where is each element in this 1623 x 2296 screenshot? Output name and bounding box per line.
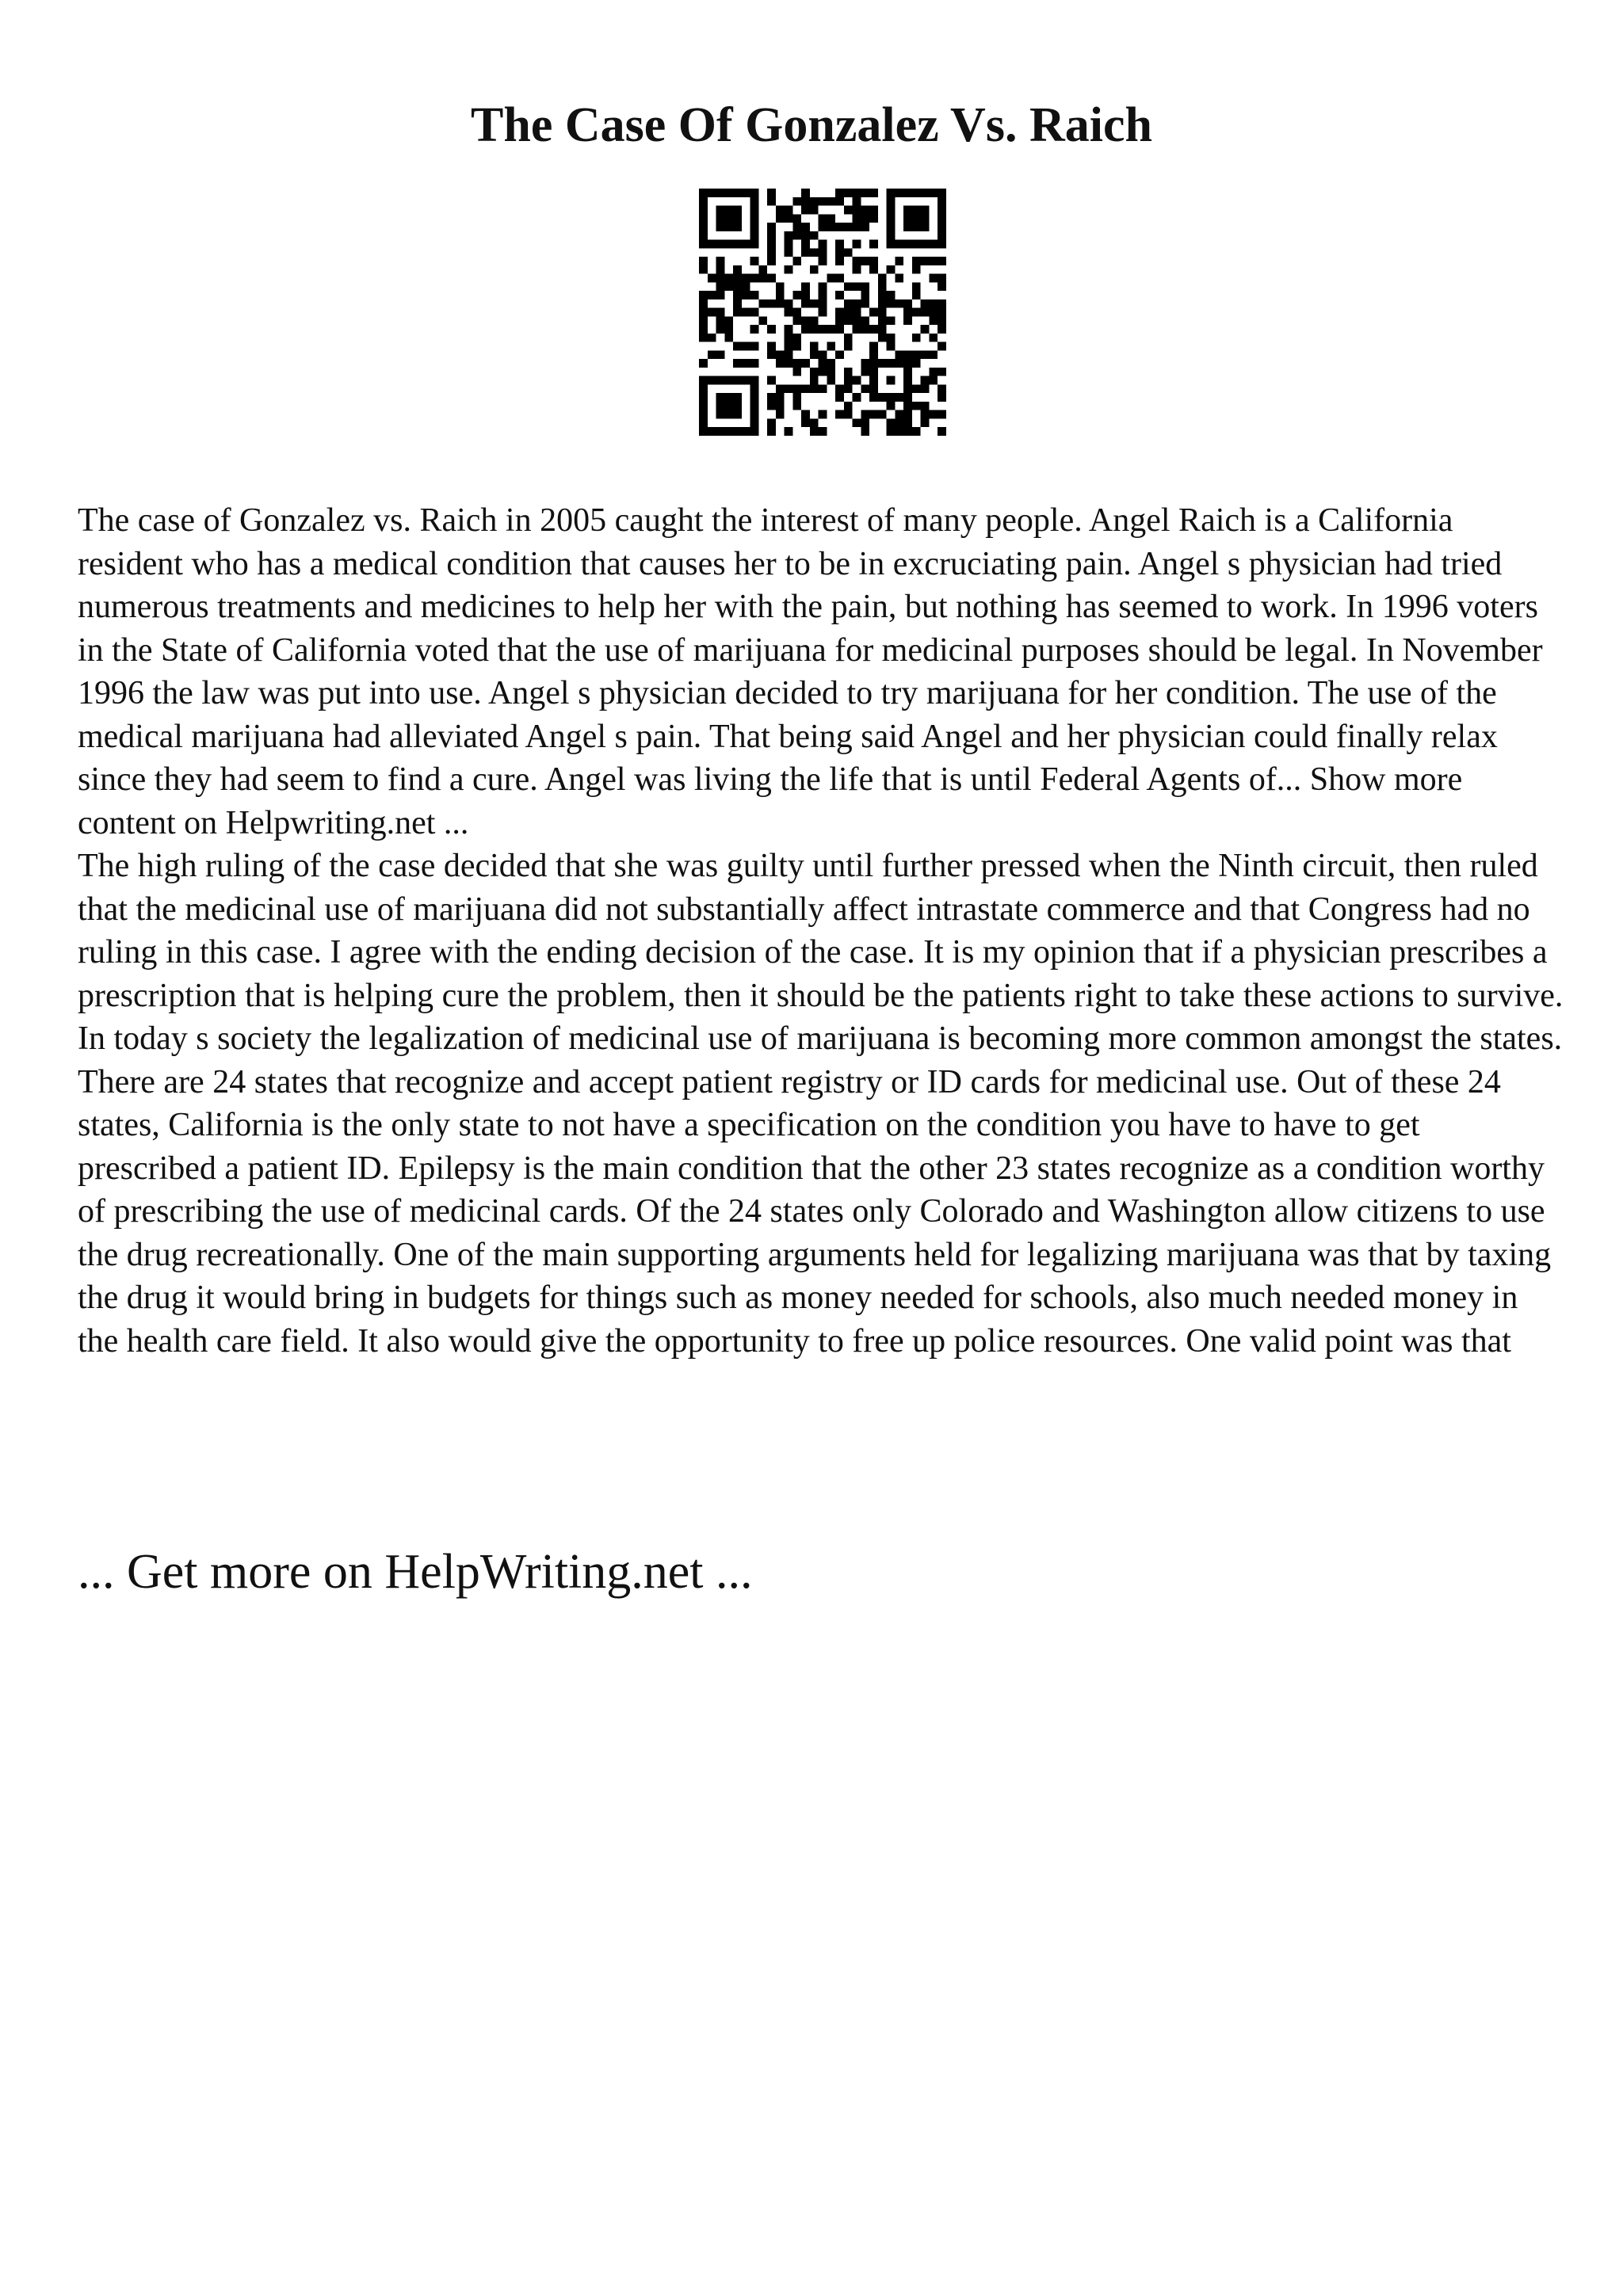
document-title: The Case Of Gonzalez Vs. Raich <box>471 98 1152 152</box>
paragraph: The high ruling of the case decided that she was guilty until further pressed when the Ninth circuit, then ruled that the medicinal use of marijuana did not substantially affect intrastate commerce and that Congress had no ruling in this case. I agree with the ending decision of the case. It is my opinion that if a physician prescribes a prescription that is helping cure the problem, then it should be the patients right to take these actions to survive. In today s society the legalization of medicinal use of marijuana is becoming more common amongst the states. There are 24 states that recognize and accept patient registry or ID cards for medicinal use. Out of these 24 states, California is the only state to not have a specification on the condition you have to have to get prescribed a patient ID. Epilepsy is the main condition that the other 23 states recognize as a condition worthy of prescribing the use of medicinal cards. Of the 24 states only Colorado and Washington allow citizens to use the drug recreationally. One of the main supporting arguments held for legalizing marijuana was that by taxing the drug it would bring in budgets for things such as money needed for schools, also much needed money in the health care field. It also would give the opportunity to free up police resources. One valid point was that <box>78 848 1564 1360</box>
qr-code-icon <box>699 189 946 436</box>
document-body <box>78 499 1566 1363</box>
get-more-link[interactable]: ... Get more on HelpWriting.net ... <box>78 1545 753 1599</box>
paragraph: The case of Gonzalez vs. Raich in 2005 caught the interest of many people. Angel Raich is a California resident who has a medical condition that causes her to be in excruciating pain. Angel s physician had tried numerous treatments and medicines to help her with the pain, but nothing has seemed to work. In 1996 voters in the State of California voted that the use of marijuana for medicinal purposes should be legal. In November 1996 the law was put into use. Angel s physician decided to try marijuana for her condition. The use of the medical marijuana had alleviated Angel s pain. That being said Angel and her physician could finally relax since they had seem to find a cure. Angel was living the life that is until Federal Agents of... Show more content on Helpwriting.net ... <box>78 502 1543 841</box>
